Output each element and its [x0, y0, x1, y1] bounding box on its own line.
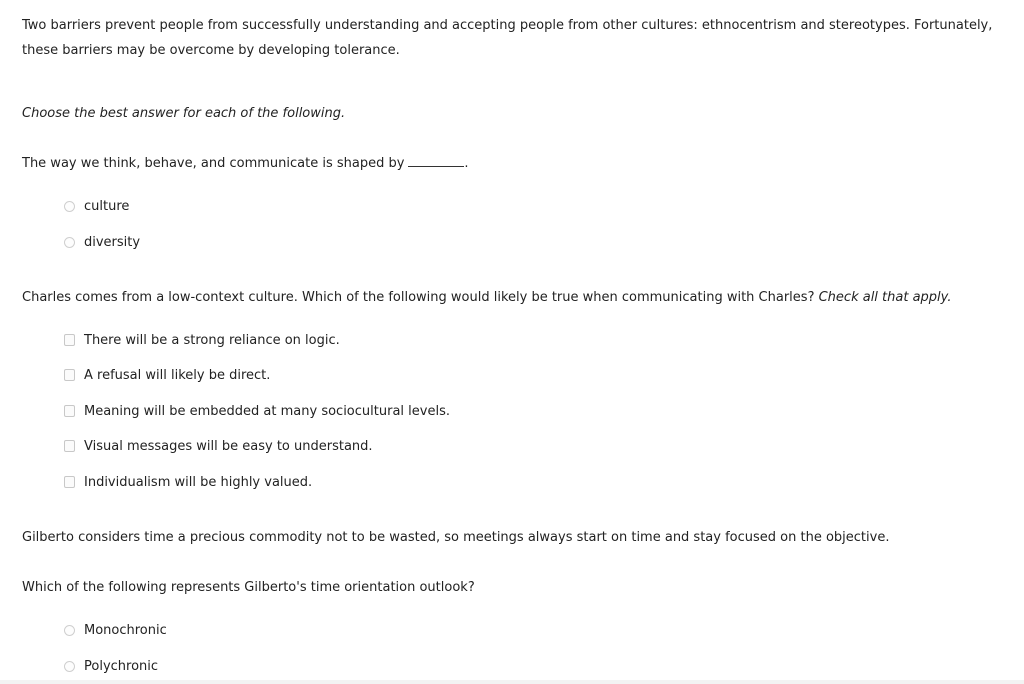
- q3-option-monochronic[interactable]: [64, 620, 167, 640]
- radio-button[interactable]: [64, 625, 75, 636]
- radio-button[interactable]: [64, 201, 75, 212]
- page-bottom-edge: [0, 680, 1024, 684]
- option-label: Polychronic: [84, 658, 159, 674]
- question-3-scenario: Gilberto considers time a precious commodity not to be wasted, so meetings always start on time and stay focused on the objective.: [22, 530, 890, 545]
- checkbox[interactable]: [64, 440, 75, 452]
- option-label: Meaning will be embedded at many sociocultural levels.: [84, 403, 450, 419]
- question-3-prompt: Which of the following represents Gilberto's time orientation outlook?: [22, 580, 475, 595]
- q2-option-direct-refusal[interactable]: [64, 365, 270, 385]
- question-2-hint: Check all that apply.: [818, 290, 952, 305]
- q2-option-logic[interactable]: [64, 330, 340, 350]
- option-label: A refusal will likely be direct.: [84, 367, 271, 383]
- q2-option-visual-messages[interactable]: [64, 436, 373, 456]
- option-label: Monochronic: [84, 622, 167, 638]
- question-1-suffix: .: [464, 156, 469, 171]
- option-label: There will be a strong reliance on logic.: [84, 332, 340, 348]
- checkbox[interactable]: [64, 405, 75, 417]
- option-label: diversity: [84, 234, 141, 250]
- question-2-text: Charles comes from a low-context culture. Which of the following would likely be true when communicating with Charles?: [22, 290, 815, 305]
- question-1-text: The way we think, behave, and communicate is shaped by: [22, 156, 405, 171]
- q2-option-embedded-meaning[interactable]: [64, 401, 450, 421]
- radio-button[interactable]: [64, 237, 75, 248]
- question-2-prompt: [22, 285, 994, 310]
- checkbox[interactable]: [64, 369, 75, 381]
- q3-option-polychronic[interactable]: [64, 656, 158, 676]
- answer-blank: [408, 154, 464, 167]
- instruction-text: Choose the best answer for each of the following.: [22, 106, 346, 121]
- checkbox[interactable]: [64, 334, 75, 346]
- intro-paragraph: Two barriers prevent people from successfully understanding and accepting people from other cultures: ethnocentrism and stereotypes. Fortunately, these barriers may be overcome by developing tolerance.: [22, 18, 993, 58]
- option-label: Visual messages will be easy to understand.: [84, 438, 373, 454]
- radio-button[interactable]: [64, 661, 75, 672]
- question-1-prompt: [22, 151, 994, 176]
- q1-option-culture[interactable]: [64, 196, 129, 216]
- q2-option-individualism[interactable]: [64, 472, 312, 492]
- option-label: culture: [84, 198, 130, 214]
- option-label: Individualism will be highly valued.: [84, 474, 313, 490]
- q1-option-diversity[interactable]: [64, 232, 140, 252]
- checkbox[interactable]: [64, 476, 75, 488]
